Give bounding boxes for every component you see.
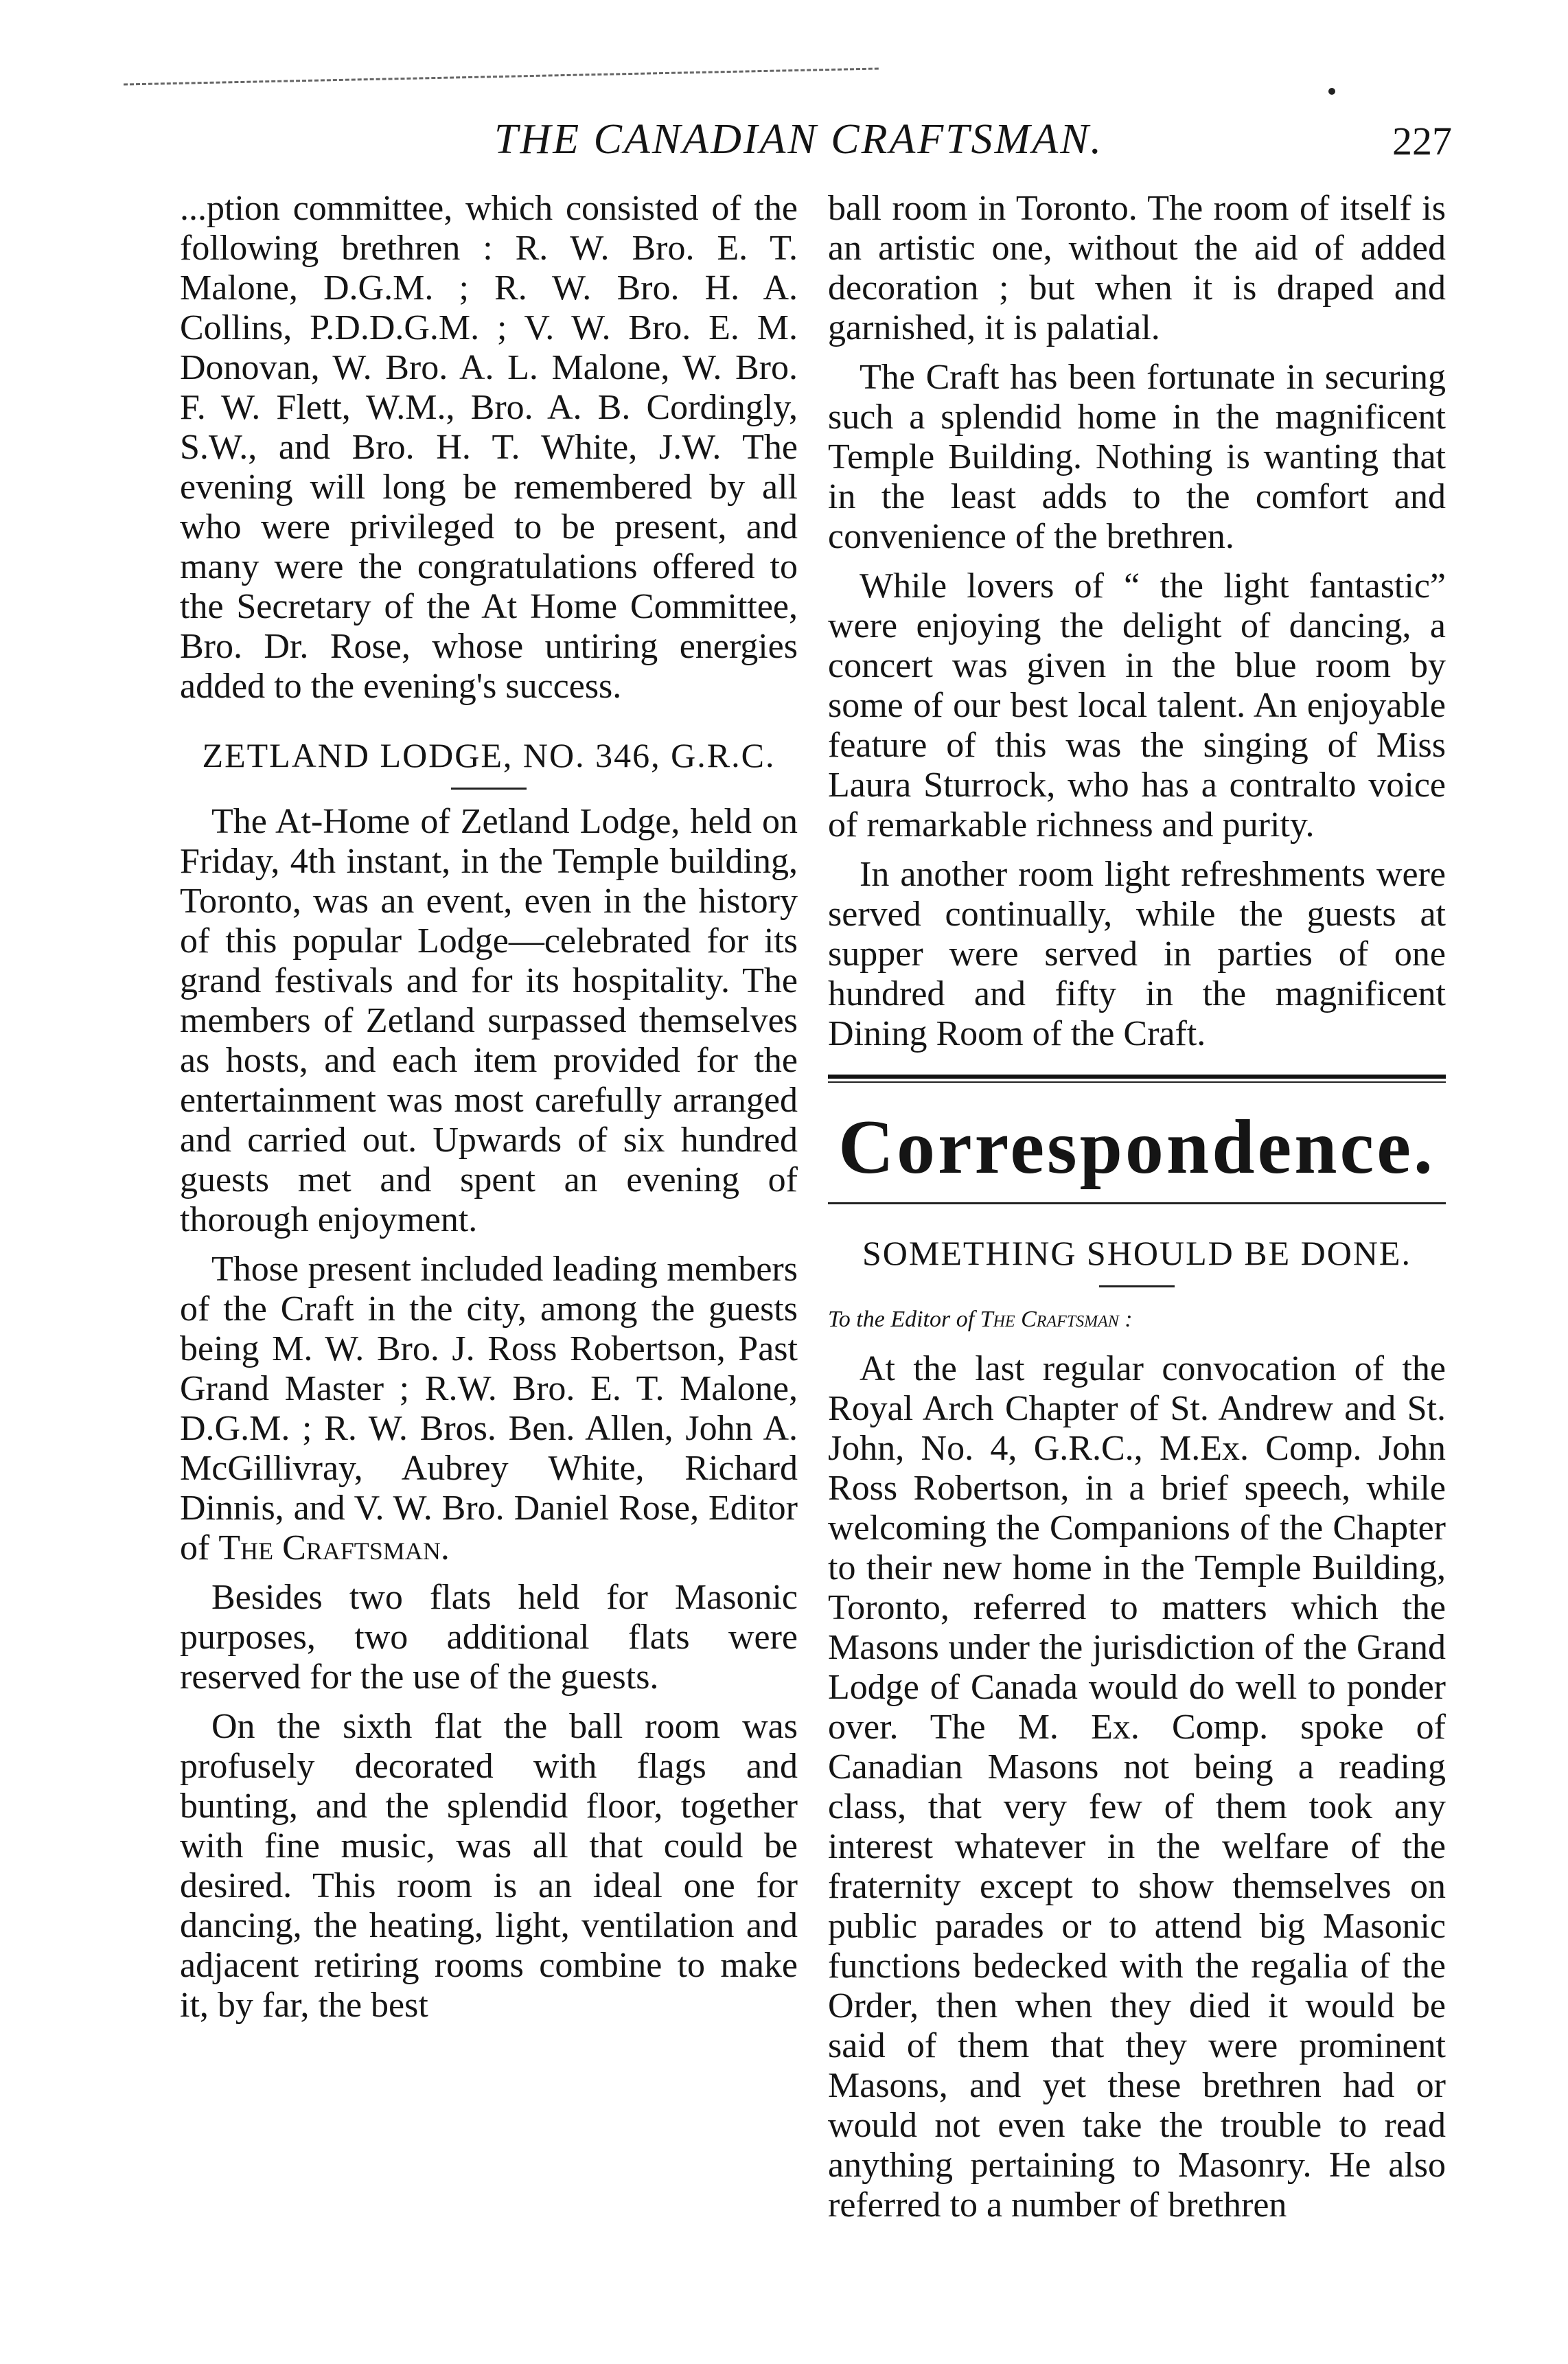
- heading-rule: [1099, 1285, 1175, 1287]
- section-heading: ZETLAND LODGE, NO. 346, G.R.C.: [202, 736, 776, 774]
- paragraph: The Craft has been fortunate in securing such a splendid home in the magnificent Temple Building. Nothing is wanting that in the least adds to the comfort and convenience of the brethren.: [828, 358, 1446, 556]
- paragraph: In another room light refreshments were served continually, while the guests at supper were served in parties of one hundred and fifty in the magnificent Dining Room of the Craft.: [828, 855, 1446, 1053]
- salutation: [828, 1300, 1446, 1340]
- paragraph: The At-Home of Zetland Lodge, held on Friday, 4th instant, in the Temple building, Toronto, was an event, even in the history of this popular Lodge—celebrated for its grand festivals and for its hospitality. The members of Zetland surpassed themselves as hosts, and each item provided for the entertainment was most carefully arranged and carried out. Upwards of six hundred guests met and spent an evening of thorough enjoyment.: [180, 802, 798, 1239]
- paragraph: Besides two flats held for Masonic purposes, two additional flats were reserved for the use of the guests.: [180, 1578, 798, 1697]
- letter-heading: SOMETHING SHOULD BE DONE.: [862, 1234, 1411, 1272]
- running-head: THE CANADIAN CRAFTSMAN.: [494, 116, 1104, 163]
- department-rule: [828, 1202, 1446, 1204]
- paragraph: At the last regular convocation of the Royal Arch Chapter of St. Andrew and St. John, No. 4, G.R.C., M.Ex. Comp. John Ross Robertson, in a brief speech, while welcoming the Companions of the Chapter to their new home in the Temple Building, Toronto, referred to matters which the Masons under the jurisdiction of the Grand Lodge of Canada would do well to ponder over. The M. Ex. Comp. spoke of Canadian Masons not being a reading class, that very few of them took any interest whatever in the welfare of the fraternity except to show themselves on public parades or to attend big Masonic functions bedecked with the regalia of the Order, then when they died it would be said of them that they were prominent Masons, and yet these brethren had or would not even take the trouble to read anything pertaining to Masonry. He also referred to a number of brethren: [828, 1349, 1446, 2225]
- left-column: [180, 189, 798, 2026]
- heading-rule: [451, 788, 527, 790]
- paragraph-text: Those present included leading members of the Craft in the city, among the guests being M. W. Bro. J. Ross Robertson, Past Grand Master ; R.W. Bro. E. T. Malone, D.G.M. ; R. W. Bros. Ben. Allen, John A. McGillivray, Aubrey White, Richard Dinnis, and V. W. Bro. Daniel Rose, Editor of: [180, 1250, 798, 1568]
- page-number: 227: [1392, 119, 1452, 163]
- paragraph: [180, 1250, 798, 1568]
- salutation-text: To the Editor of: [828, 1307, 975, 1332]
- journal-name: The Craftsman.: [218, 1528, 450, 1568]
- section-divider-thick: [828, 1075, 1446, 1079]
- scan-artifact-rule: [124, 67, 879, 91]
- scan-artifact-dot: [1328, 88, 1335, 95]
- department-heading: Correspondence.: [838, 1105, 1436, 1190]
- paragraph: On the sixth flat the ball room was profusely decorated with flags and bunting, and the splendid floor, together with fine music, was all that could be desired. This room is an ideal one for dancing, the heating, light, ventilation and adjacent retiring rooms combine to make it, by far, the best: [180, 1707, 798, 2025]
- paragraph: While lovers of “ the light fantastic” were enjoying the delight of dancing, a concert was given in the blue room by some of our best local talent. An enjoyable feature of this was the singing of Miss Laura Sturrock, who has a contralto voice of remarkable richness and purity.: [828, 566, 1446, 845]
- paragraph: ...ption committee, which consisted of the following brethren : R. W. Bro. E. T. Malone, D.G.M. ; R. W. Bro. H. A. Collins, P.D.D.G.M. ; V. W. Bro. E. M. Donovan, W. Bro. A. L. Malone, W. Bro. F. W. Flett, W.M., Bro. A. B. Cordingly, S.W., and Bro. H. T. White, J.W. The evening will long be remembered by all who were privileged to be present, and many were the congratulations offered to the Secretary of the At Home Committee, Bro. Dr. Rose, whose untiring energies added to the evening's success.: [180, 189, 798, 706]
- section-divider-thin: [828, 1081, 1446, 1083]
- right-column: [828, 189, 1446, 2225]
- paragraph: ball room in Toronto. The room of itself is an artistic one, without the aid of added decoration ; but when it is draped and garnished, it is palatial.: [828, 189, 1446, 347]
- journal-name: The Craftsman :: [980, 1307, 1133, 1332]
